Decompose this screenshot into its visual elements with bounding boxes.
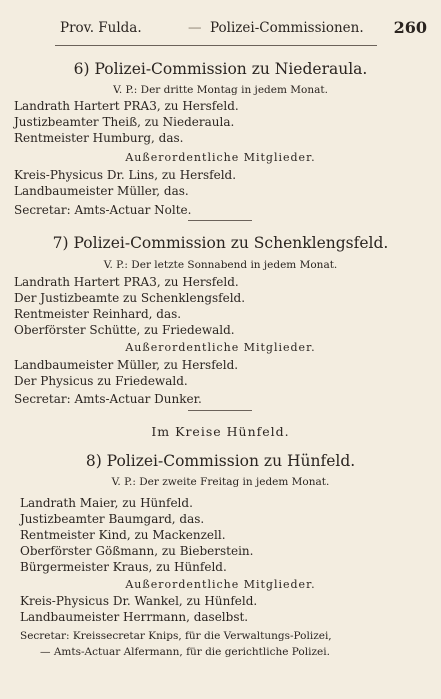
section-divider (188, 410, 252, 411)
section-title: 6) Polizei-Commission zu Niederaula. (73, 60, 368, 78)
secretary-line: Secretar: Kreissecretar Knips, für die Verwaltungs-Polizei, (20, 630, 332, 642)
member-line: Landrath Maier, zu Hünfeld. (20, 496, 193, 510)
member-line: Justizbeamter Theiß, zu Niederaula. (14, 115, 235, 129)
meeting-note: V. P.: Der zweite Freitag in jedem Monat. (111, 476, 330, 488)
extra-members-heading: Außerordentliche Mitglieder. (125, 578, 316, 591)
extra-member-line: Landbaumeister Müller, das. (14, 184, 189, 198)
header-rule (55, 45, 377, 46)
extra-member-line: Landbaumeister Herrmann, daselbst. (20, 610, 249, 624)
member-line: Rentmeister Humburg, das. (14, 131, 184, 145)
member-line: Bürgermeister Kraus, zu Hünfeld. (20, 560, 227, 574)
member-line: Der Justizbeamte zu Schenklengsfeld. (14, 291, 246, 305)
secretary-line: Secretar: Amts-Actuar Dunker. (14, 392, 202, 406)
extra-member-line: Landbaumeister Müller, zu Hersfeld. (14, 358, 239, 372)
member-line: Rentmeister Reinhard, das. (14, 307, 182, 321)
member-line: Rentmeister Kind, zu Mackenzell. (20, 528, 226, 542)
section-divider (188, 220, 252, 221)
meeting-note: V. P.: Der dritte Montag in jedem Monat. (113, 84, 328, 96)
district-heading: Im Kreise Hünfeld. (151, 424, 290, 439)
member-line: Oberförster Gößmann, zu Bieberstein. (20, 544, 254, 558)
secretary-line: Secretar: Amts-Actuar Nolte. (14, 203, 192, 217)
page-number: 260 (393, 18, 427, 37)
extra-member-line: Kreis-Physicus Dr. Wankel, zu Hünfeld. (20, 594, 258, 608)
extra-member-line: Der Physicus zu Friedewald. (14, 374, 188, 388)
member-line: Justizbeamter Baumgard, das. (20, 512, 205, 526)
running-header (60, 20, 427, 40)
secretary-line: — Amts-Actuar Alfermann, für die gerichtliche Polizei. (40, 646, 330, 658)
header-separator: — (188, 20, 202, 36)
section-title: 8) Polizei-Commission zu Hünfeld. (85, 452, 356, 470)
section-title: 7) Polizei-Commission zu Schenklengsfeld. (52, 234, 389, 252)
extra-members-heading: Außerordentliche Mitglieder. (125, 341, 316, 354)
meeting-note: V. P.: Der letzte Sonnabend in jedem Monat. (103, 259, 338, 271)
member-line: Oberförster Schütte, zu Friedewald. (14, 323, 235, 337)
member-line: Landrath Hartert PRA3, zu Hersfeld. (14, 99, 239, 113)
member-line: Landrath Hartert PRA3, zu Hersfeld. (14, 275, 239, 289)
header-title: Polizei-Commissionen. (210, 20, 364, 36)
header-left: Prov. Fulda. (60, 20, 142, 36)
extra-members-heading: Außerordentliche Mitglieder. (125, 151, 316, 164)
extra-member-line: Kreis-Physicus Dr. Lins, zu Hersfeld. (14, 168, 237, 182)
